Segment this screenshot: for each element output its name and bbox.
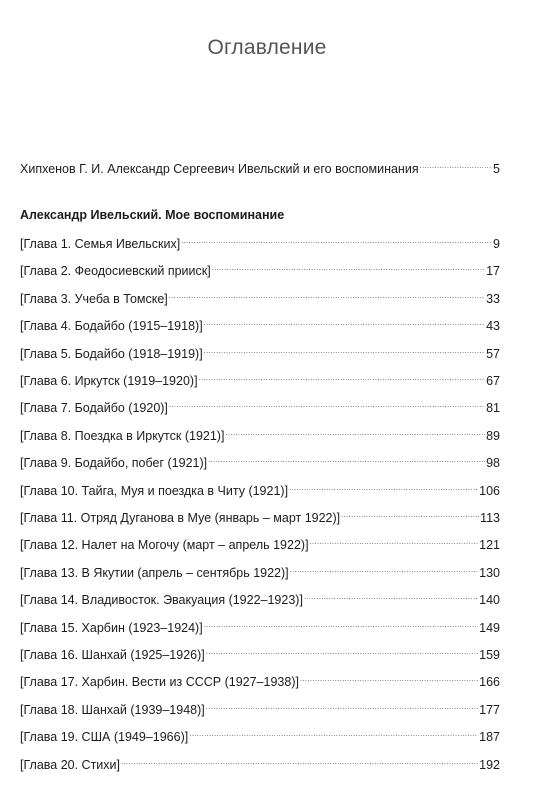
toc-entry-chapter-12[interactable] [20,533,500,553]
toc-entry-chapter-15[interactable] [20,616,500,636]
toc-entry-title: [Глава 14. Владивосток. Эвакуация (1922–1923)] [20,593,303,607]
dot-leader [169,287,485,303]
dot-leader [225,424,485,440]
toc-entry-title: [Глава 8. Поездка в Иркутск (1921)] [20,429,225,443]
toc-entry-chapter-16[interactable] [20,643,500,663]
toc-entry-chapter-4[interactable] [20,314,500,334]
toc-entry-title: [Глава 15. Харбин (1923–1924)] [20,621,203,635]
toc-entry-chapter-14[interactable] [20,588,500,608]
toc-entry-page: 33 [486,292,500,306]
toc-entry-title: [Глава 16. Шанхай (1925–1926)] [20,648,205,662]
toc-entry-intro[interactable] [20,157,500,177]
toc-entry-chapter-9[interactable] [20,451,500,471]
toc-entry-title: [Глава 10. Тайга, Муя и поездка в Читу (1921)] [20,484,289,498]
toc-entry-title: [Глава 1. Семья Ивельских] [20,237,181,251]
toc-entry-page: 81 [486,401,500,415]
toc-entry-title: [Глава 4. Бодайбо (1915–1918)] [20,319,203,333]
toc-entry-title: [Глава 2. Феодосиевский прииск] [20,264,211,278]
toc-entry-page: 192 [479,758,500,772]
toc-entry-chapter-7[interactable] [20,396,500,416]
dot-leader [304,588,478,604]
toc-entry-chapter-8[interactable] [20,424,500,444]
dot-leader [199,369,486,385]
toc-entry-chapter-10[interactable] [20,479,500,499]
toc-entry-chapter-13[interactable] [20,561,500,581]
toc-entry-chapter-2[interactable] [20,259,500,279]
toc-entry-chapter-5[interactable] [20,342,500,362]
toc-entry-title: [Глава 17. Харбин. Вести из СССР (1927–1938)] [20,675,299,689]
page-title: Оглавление [207,36,327,59]
dot-leader [341,506,479,522]
dot-leader [208,451,485,467]
dot-leader [189,725,478,741]
toc-entry-page: 5 [493,162,500,176]
toc-entry-title: [Глава 9. Бодайбо, побег (1921)] [20,456,208,470]
dot-leader [204,616,478,632]
toc-entry-chapter-18[interactable] [20,698,500,718]
dot-leader [212,259,485,275]
toc-entry-title: [Глава 13. В Якутии (апрель – сентябрь 1922)] [20,566,289,580]
toc-entry-page: 187 [479,730,500,744]
toc-entry-page: 67 [486,374,500,388]
toc-entry-chapter-3[interactable] [20,287,500,307]
toc-entry-page: 121 [479,538,500,552]
dot-leader [206,698,478,714]
dot-leader [121,753,478,769]
dot-leader [289,479,478,495]
toc-entry-title: [Глава 6. Иркутск (1919–1920)] [20,374,198,388]
toc-entry-chapter-6[interactable] [20,369,500,389]
toc-entry-chapter-20[interactable] [20,753,500,773]
toc-entry-title: Хипхенов Г. И. Александр Сергеевич Ивельский и его воспоминания [20,162,419,176]
toc-entry-page: 149 [479,621,500,635]
toc-entry-page: 159 [479,648,500,662]
dot-leader [204,342,485,358]
toc-entry-page: 98 [486,456,500,470]
toc-entry-page: 140 [479,593,500,607]
toc-entry-title: [Глава 18. Шанхай (1939–1948)] [20,703,205,717]
toc-entry-title: [Глава 5. Бодайбо (1918–1919)] [20,347,203,361]
toc-entry-title: [Глава 20. Стихи] [20,758,120,772]
toc-entry-page: 106 [479,484,500,498]
dot-leader [290,561,479,577]
toc-entry-page: 113 [480,511,500,525]
toc-entry-page: 130 [479,566,500,580]
toc-entry-page: 9 [493,237,500,251]
toc-entry-page: 177 [479,703,500,717]
dot-leader [420,157,492,173]
dot-leader [169,396,485,412]
toc-entry-chapter-19[interactable] [20,725,500,745]
toc-entry-page: 17 [486,264,500,278]
dot-leader [310,533,479,549]
dot-leader [206,643,478,659]
toc-entry-title: [Глава 19. США (1949–1966)] [20,730,189,744]
toc-entry-title: [Глава 3. Учеба в Томске] [20,292,168,306]
toc-entry-title: [Глава 7. Бодайбо (1920)] [20,401,168,415]
toc-entry-title: [Глава 11. Отряд Дуганова в Муе (январь – март 1922)] [20,511,341,525]
toc-entry-chapter-17[interactable] [20,670,500,690]
toc-entry-chapter-11[interactable] [20,506,500,526]
toc-entry-page: 89 [486,429,500,443]
toc-entry-page: 166 [479,675,500,689]
section-heading: Александр Ивельский. Мое воспоминание [20,208,285,222]
toc-entry-page: 43 [486,319,500,333]
toc-entry-chapter-1[interactable] [20,232,500,252]
dot-leader [300,670,478,686]
dot-leader [181,232,492,248]
toc-entry-page: 57 [486,347,500,361]
dot-leader [204,314,485,330]
toc-entry-title: [Глава 12. Налет на Могочу (март – апрель 1922)] [20,538,309,552]
